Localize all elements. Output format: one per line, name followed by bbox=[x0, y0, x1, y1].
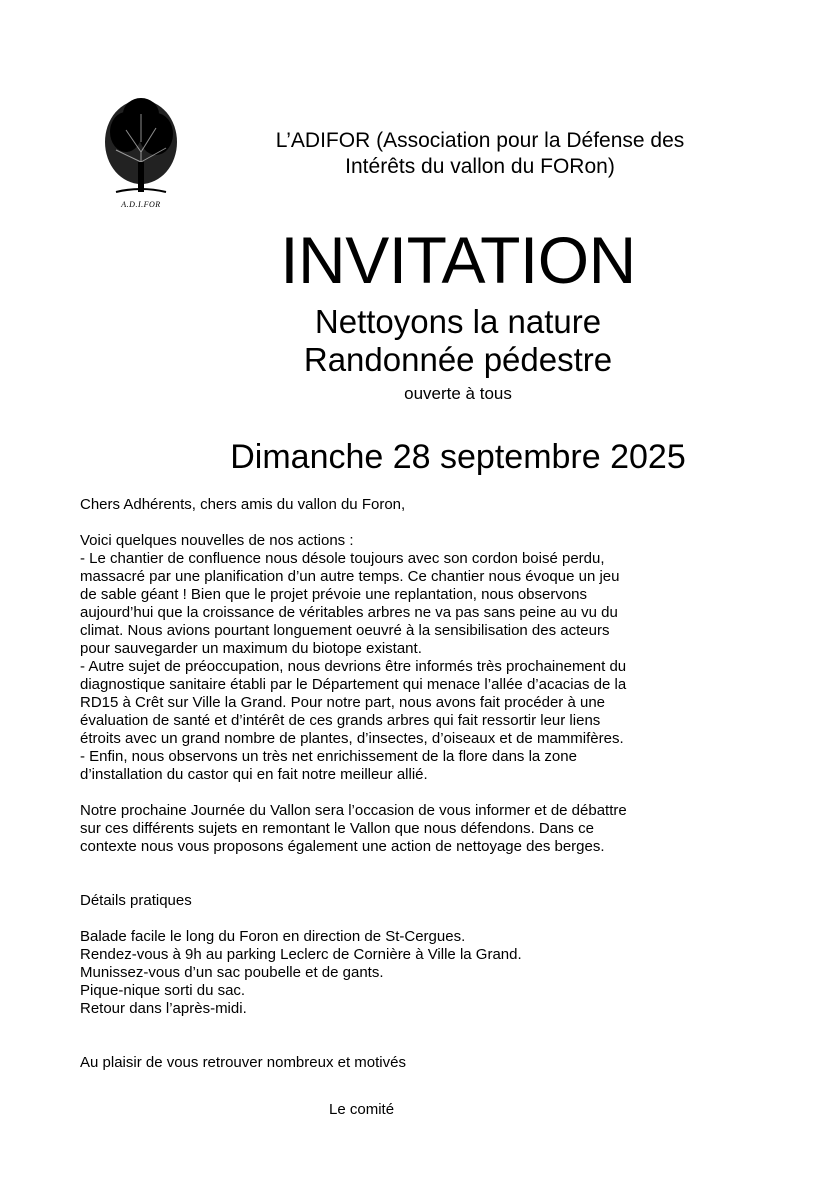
subtitle-cleanup: Nettoyons la nature bbox=[314, 303, 602, 340]
signature: Le comité bbox=[329, 1101, 395, 1118]
association-logo bbox=[96, 92, 186, 214]
spacer bbox=[80, 1018, 760, 1054]
news-item-1: - Le chantier de confluence nous désole toujours avec son cordon boisé perdu, massacré par une planification d’un autre temps. Ce chantier nous évoque un jeu de sable géant ! Bien que le projet prévoie une replantation, nous observons aujourd’hui que la croissance de véritables arbres ne va pas sans peine au vu du climat. Nous avions pourtant longuement oeuvré à la sensibilisation des acteurs pour sauvegarder un maximum du biotope existant. bbox=[80, 550, 620, 657]
page-title: INVITATION bbox=[280, 223, 636, 297]
letter-body bbox=[80, 496, 760, 1072]
intro: Voici quelques nouvelles de nos actions : bbox=[80, 532, 354, 549]
subtitle-hike: Randonnée pédestre bbox=[303, 341, 613, 378]
spacer bbox=[80, 856, 760, 892]
event-date: Dimanche 28 septembre 2025 bbox=[230, 438, 686, 476]
spacer bbox=[80, 910, 760, 928]
tree-icon bbox=[96, 92, 186, 202]
detail-line: Pique-nique sorti du sac. bbox=[80, 982, 246, 999]
news-item-2: - Autre sujet de préoccupation, nous devrions être informés très prochainement du diagnostique sanitaire établi par le Département qui menace l’allée d’acacias de la RD15 à Crêt sur Ville la Grand. Pour notre part, nous avons fait procéder à une évaluation de santé et d’intérêt de ces grands arbres qui fait ressortir leur liens étroits avec un grand nombre de plantes, d’insectes, d’oiseaux et de mammifères. bbox=[80, 658, 627, 747]
next-event-paragraph: Notre prochaine Journée du Vallon sera l’occasion de vous informer et de débattre sur ces différents sujets en remontant le Vallon que nous défendons. Dans ce contexte nous vous proposons également une action de nettoyage des berges. bbox=[80, 802, 627, 855]
detail-line: Retour dans l’après-midi. bbox=[80, 1000, 247, 1017]
closing: Au plaisir de vous retrouver nombreux et motivés bbox=[80, 1054, 406, 1071]
organization-name bbox=[200, 128, 760, 180]
detail-line: Balade facile le long du Foron en direction de St-Cergues. bbox=[80, 928, 466, 945]
spacer bbox=[80, 514, 760, 532]
tagline: ouverte à tous bbox=[404, 384, 512, 403]
spacer bbox=[80, 784, 760, 802]
org-line-1: L’ADIFOR (Association pour la Défense des bbox=[275, 129, 685, 152]
org-line-2: Intérêts du vallon du FORon) bbox=[345, 155, 615, 178]
detail-line: Munissez-vous d’un sac poubelle et de gants. bbox=[80, 964, 384, 981]
greeting: Chers Adhérents, chers amis du vallon du Foron, bbox=[80, 496, 406, 513]
logo-caption: A.D.I.FOR bbox=[121, 200, 161, 209]
details-heading: Détails pratiques bbox=[80, 892, 192, 909]
news-item-3: - Enfin, nous observons un très net enrichissement de la flore dans la zone d’installation du castor qui en fait notre meilleur allié. bbox=[80, 748, 577, 783]
detail-line: Rendez-vous à 9h au parking Leclerc de Cornière à Ville la Grand. bbox=[80, 946, 522, 963]
